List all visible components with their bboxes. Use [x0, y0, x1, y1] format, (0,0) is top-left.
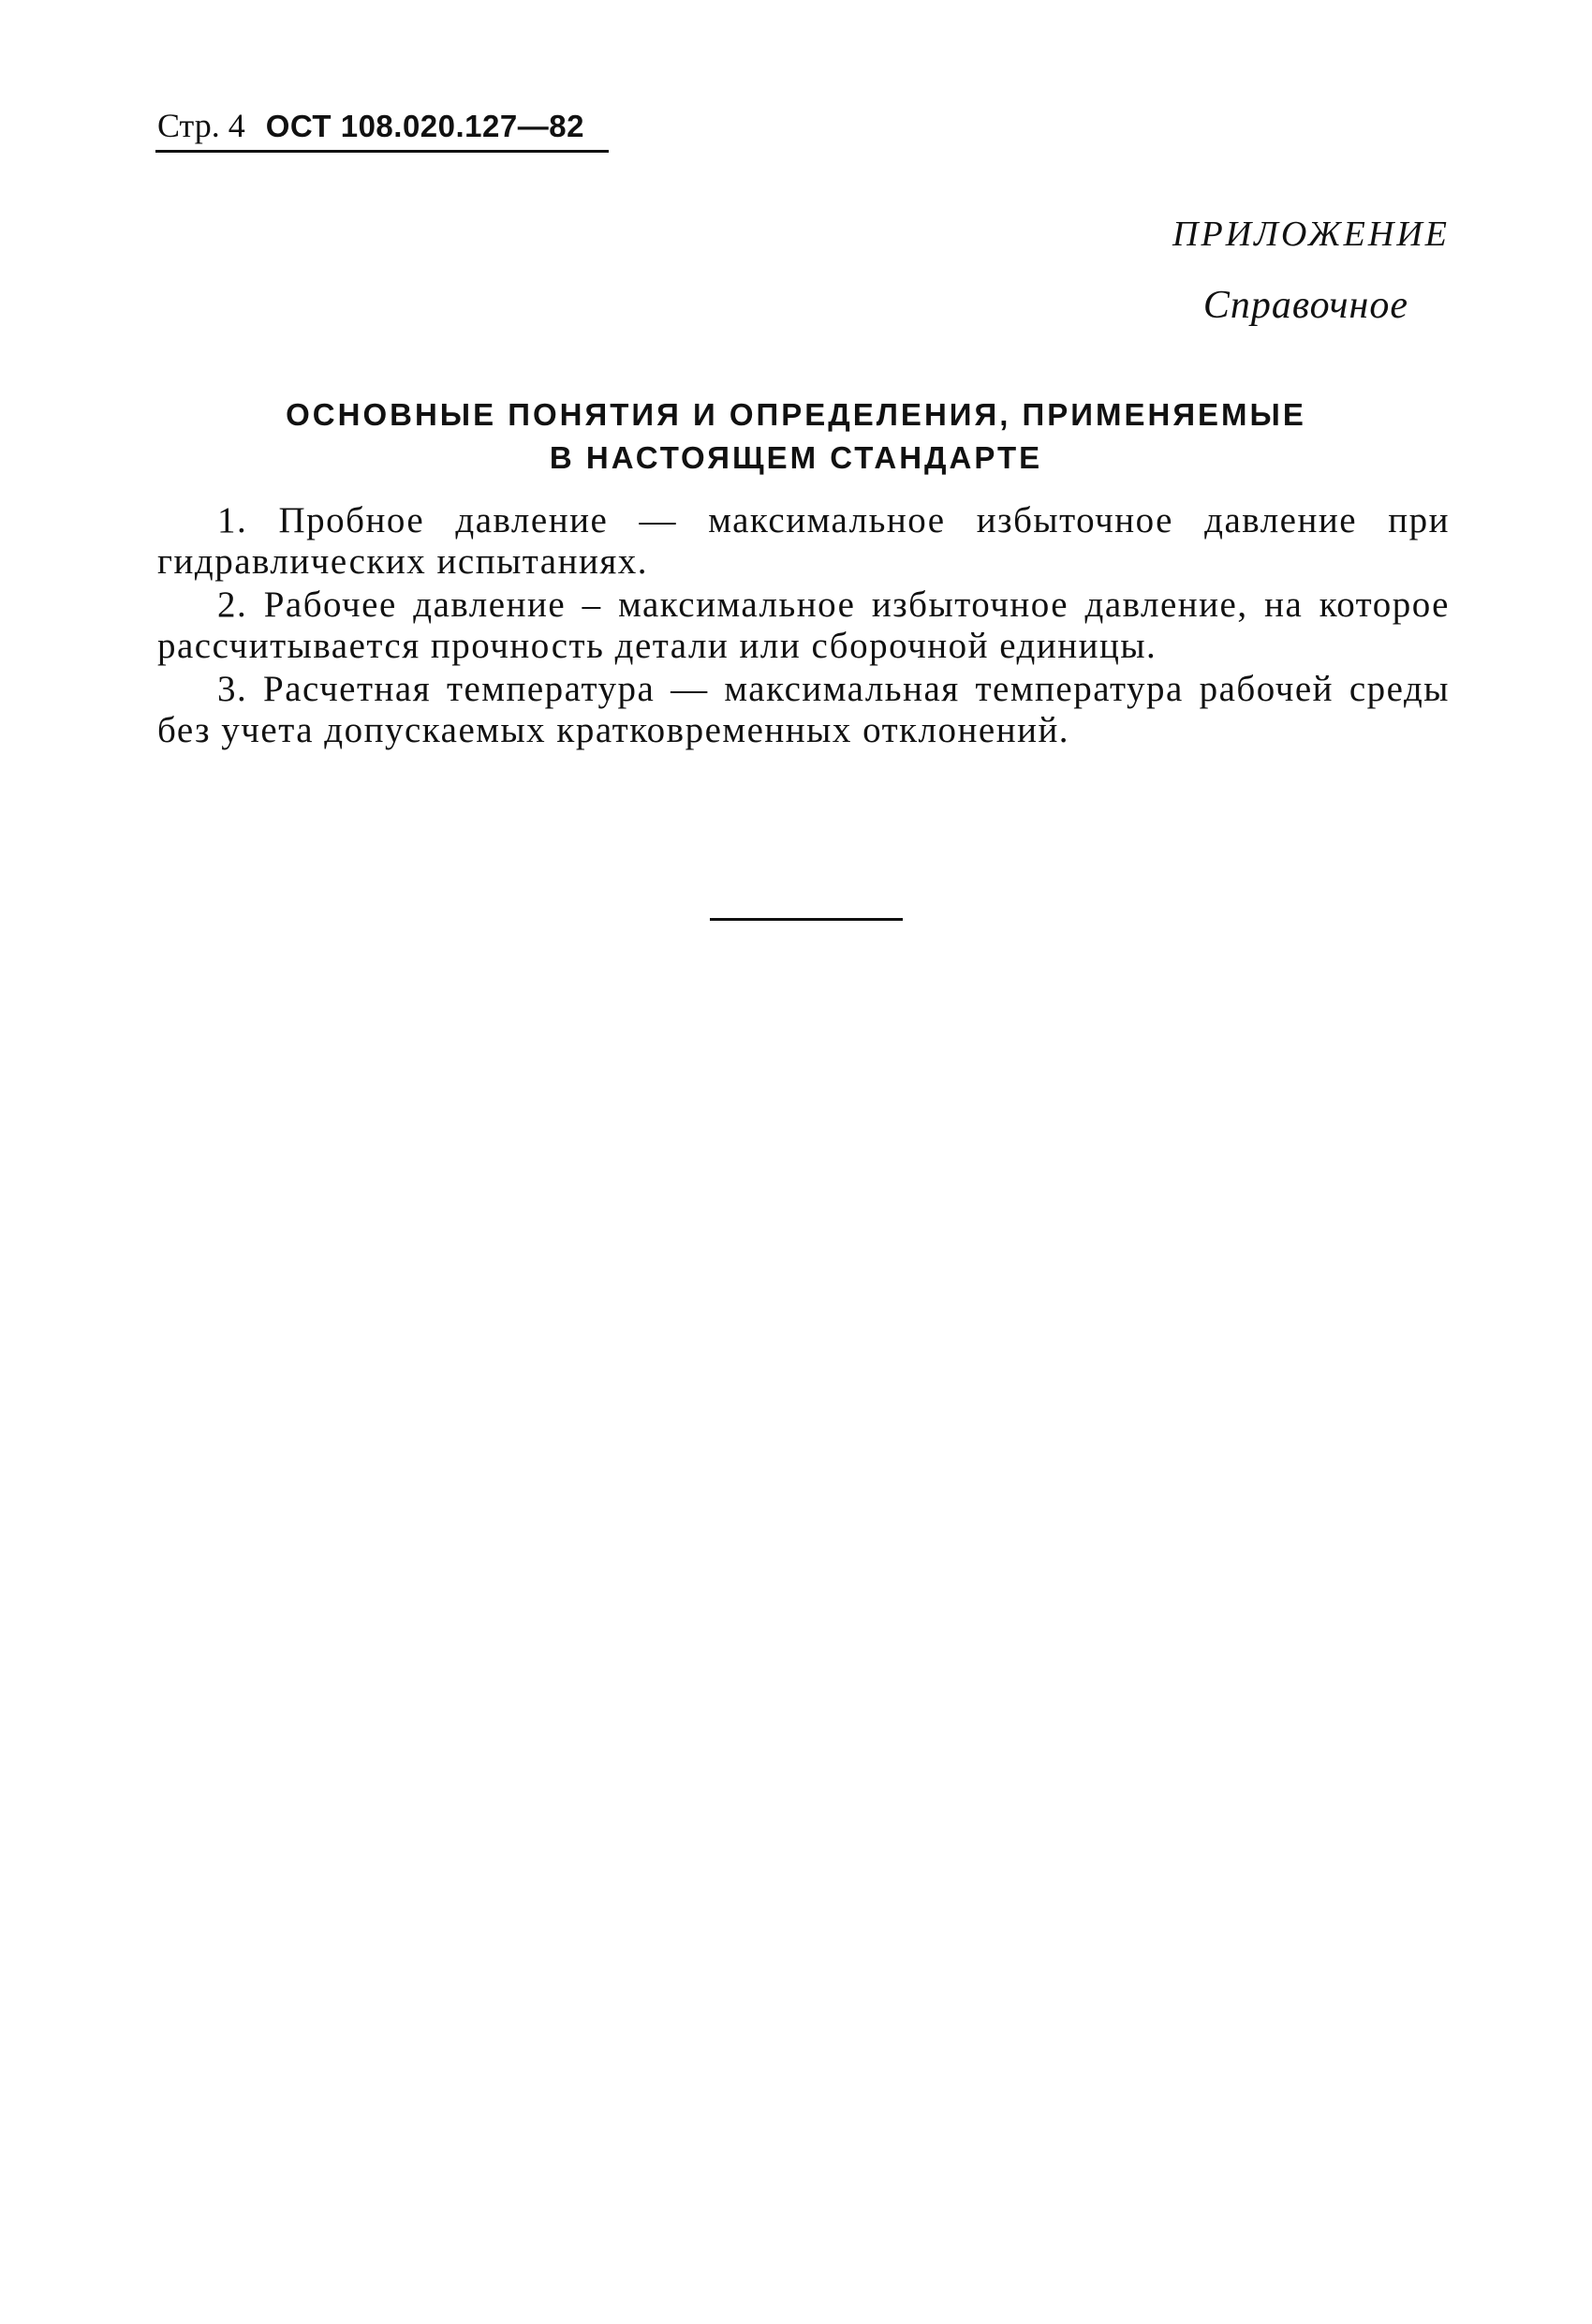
definition-item: 2. Рабочее давление – максимальное избыточное давление, на которое рассчитывается прочность детали или сборочной единицы.: [157, 585, 1450, 666]
appendix-label: ПРИЛОЖЕНИЕ: [1172, 215, 1450, 254]
end-divider: [710, 918, 903, 921]
header-underline: [155, 150, 609, 153]
standard-number: ОСТ 108.020.127—82: [265, 109, 584, 143]
section-title-line-2: В НАСТОЯЩЕМ СТАНДАРТЕ: [549, 440, 1043, 475]
definition-item: 3. Расчетная температура — максимальная температура рабочей среды без учета допускаемых кратковременных отклонений.: [157, 669, 1450, 750]
appendix-type: Справочное: [1202, 284, 1408, 327]
definition-item: 1. Пробное давление — максимальное избыточное давление при гидравлических испытаниях.: [157, 500, 1450, 582]
definitions-list: [157, 500, 1450, 753]
section-title: [187, 393, 1405, 480]
page-header: [157, 105, 584, 147]
section-title-line-1: ОСНОВНЫЕ ПОНЯТИЯ И ОПРЕДЕЛЕНИЯ, ПРИМЕНЯЕМЫЕ: [286, 397, 1306, 432]
page-number: Стр. 4: [157, 107, 245, 144]
